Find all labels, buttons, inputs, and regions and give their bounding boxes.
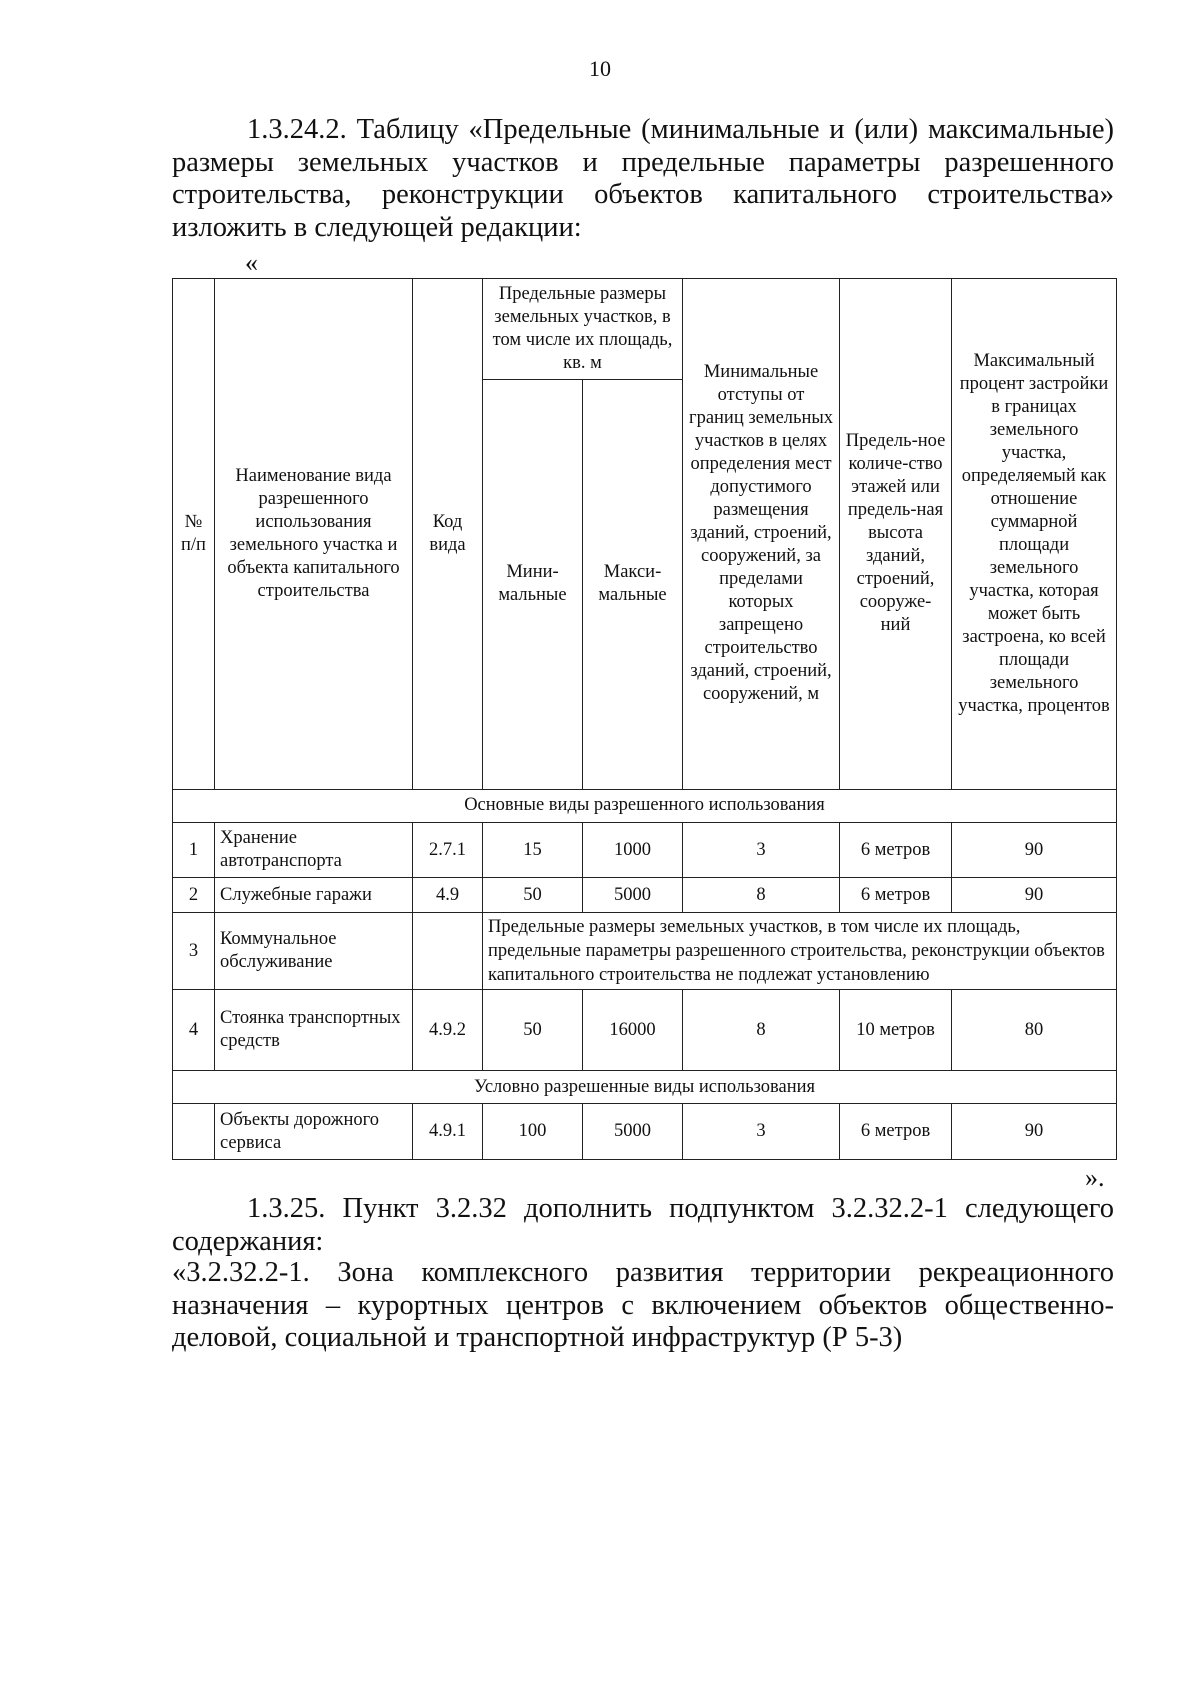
cell-floors: 10 метров: [840, 990, 952, 1071]
cell-coverage: 90: [952, 878, 1117, 912]
cell-max: 16000: [583, 990, 683, 1071]
cell-min: 50: [483, 878, 583, 912]
table-row: [173, 822, 1117, 878]
subsection-paragraph: [172, 1257, 1114, 1355]
cell-name: Стоянка транспортных средств: [215, 990, 413, 1071]
table-row: [173, 878, 1117, 912]
cell-coverage: 80: [952, 990, 1117, 1071]
cell-note: Предельные размеры земельных участков, в том числе их площадь, предельные параметры разрешенного строительства, реконструкции объектов капитального строительства не подлежат установлению: [483, 912, 1117, 990]
header-coverage: Максимальный процент застройки в границах земельного участка, определяемый как отношение суммарной площади земельного участка, которая может быть застроена, ко всей площади земельного участка, процентов: [952, 279, 1117, 790]
cell-num: 3: [173, 912, 215, 990]
amendment-paragraph: [172, 1193, 1114, 1258]
cell-max: 5000: [583, 1104, 683, 1160]
cell-min: 15: [483, 822, 583, 878]
cell-code: 4.9.1: [413, 1104, 483, 1160]
cell-setback: 8: [683, 878, 840, 912]
section-conditional: Условно разрешенные виды использования: [173, 1071, 1117, 1104]
cell-name: Объекты дорожного сервиса: [215, 1104, 413, 1160]
header-setback: Минимальные отступы от границ земельных участков в целях определения мест допустимого размещения зданий, строений, сооружений, за пределами которых запрещено строительство зданий, строений, сооружений, м: [683, 279, 840, 790]
cell-max: 5000: [583, 878, 683, 912]
header-row: [173, 279, 1117, 380]
zoning-parameters-table: [172, 278, 1117, 1160]
cell-code: 4.9.2: [413, 990, 483, 1071]
table-row: [173, 1104, 1117, 1160]
header-floors: Предель-ное количе-ство этажей или предель-ная высота зданий, строений, сооруже-ний: [840, 279, 952, 790]
text-line: 1.3.25. Пункт 3.2.32 дополнить подпунктом 3.2.32.2-1 следующего: [247, 1193, 1114, 1224]
text-line: 1.3.24.2. Таблицу «Предельные (минимальные и (или) максимальные): [247, 114, 1114, 145]
closing-quote: ».: [1085, 1163, 1105, 1192]
cell-code: 2.7.1: [413, 822, 483, 878]
intro-paragraph: [172, 114, 1114, 244]
cell-coverage: 90: [952, 1104, 1117, 1160]
text-line: строительства, реконструкции объектов капитального строительства»: [172, 179, 1114, 210]
table-row: [173, 990, 1117, 1071]
header-code: Код вида: [413, 279, 483, 790]
text-line: «3.2.32.2-1. Зона комплексного развития территории рекреационного: [172, 1257, 1114, 1288]
section-main: Основные виды разрешенного использования: [173, 789, 1117, 822]
cell-code: 4.9: [413, 878, 483, 912]
header-max: Макси-мальные: [583, 379, 683, 789]
cell-floors: 6 метров: [840, 1104, 952, 1160]
cell-setback: 3: [683, 1104, 840, 1160]
header-name: Наименование вида разрешенного использования земельного участка и объекта капитального строительства: [215, 279, 413, 790]
header-num: № п/п: [173, 279, 215, 790]
text-line: изложить в следующей редакции:: [172, 211, 582, 243]
cell-num: 1: [173, 822, 215, 878]
cell-name: Коммунальное обслуживание: [215, 912, 413, 990]
section-row: [173, 789, 1117, 822]
text-line: размеры земельных участков и предельные параметры разрешенного: [172, 146, 1114, 178]
cell-num: 2: [173, 878, 215, 912]
header-sizes: Предельные размеры земельных участков, в том числе их площадь, кв. м: [483, 279, 683, 380]
cell-name: Хранение автотранспорта: [215, 822, 413, 878]
text-line: деловой, социальной и транспортной инфраструктур (Р 5-3): [172, 1322, 903, 1353]
cell-min: 50: [483, 990, 583, 1071]
cell-floors: 6 метров: [840, 878, 952, 912]
table-row: [173, 912, 1117, 990]
section-row: [173, 1071, 1117, 1104]
cell-code: [413, 912, 483, 990]
header-min: Мини-мальные: [483, 379, 583, 789]
cell-floors: 6 метров: [840, 822, 952, 878]
opening-quote: «: [245, 248, 258, 277]
cell-setback: 3: [683, 822, 840, 878]
cell-num: [173, 1104, 215, 1160]
page-number: 10: [589, 56, 611, 81]
cell-setback: 8: [683, 990, 840, 1071]
cell-num: 4: [173, 990, 215, 1071]
text-line: содержания:: [172, 1225, 324, 1257]
cell-min: 100: [483, 1104, 583, 1160]
cell-coverage: 90: [952, 822, 1117, 878]
text-line: назначения – курортных центров с включением объектов общественно-: [172, 1289, 1114, 1321]
cell-max: 1000: [583, 822, 683, 878]
cell-name: Служебные гаражи: [215, 878, 413, 912]
